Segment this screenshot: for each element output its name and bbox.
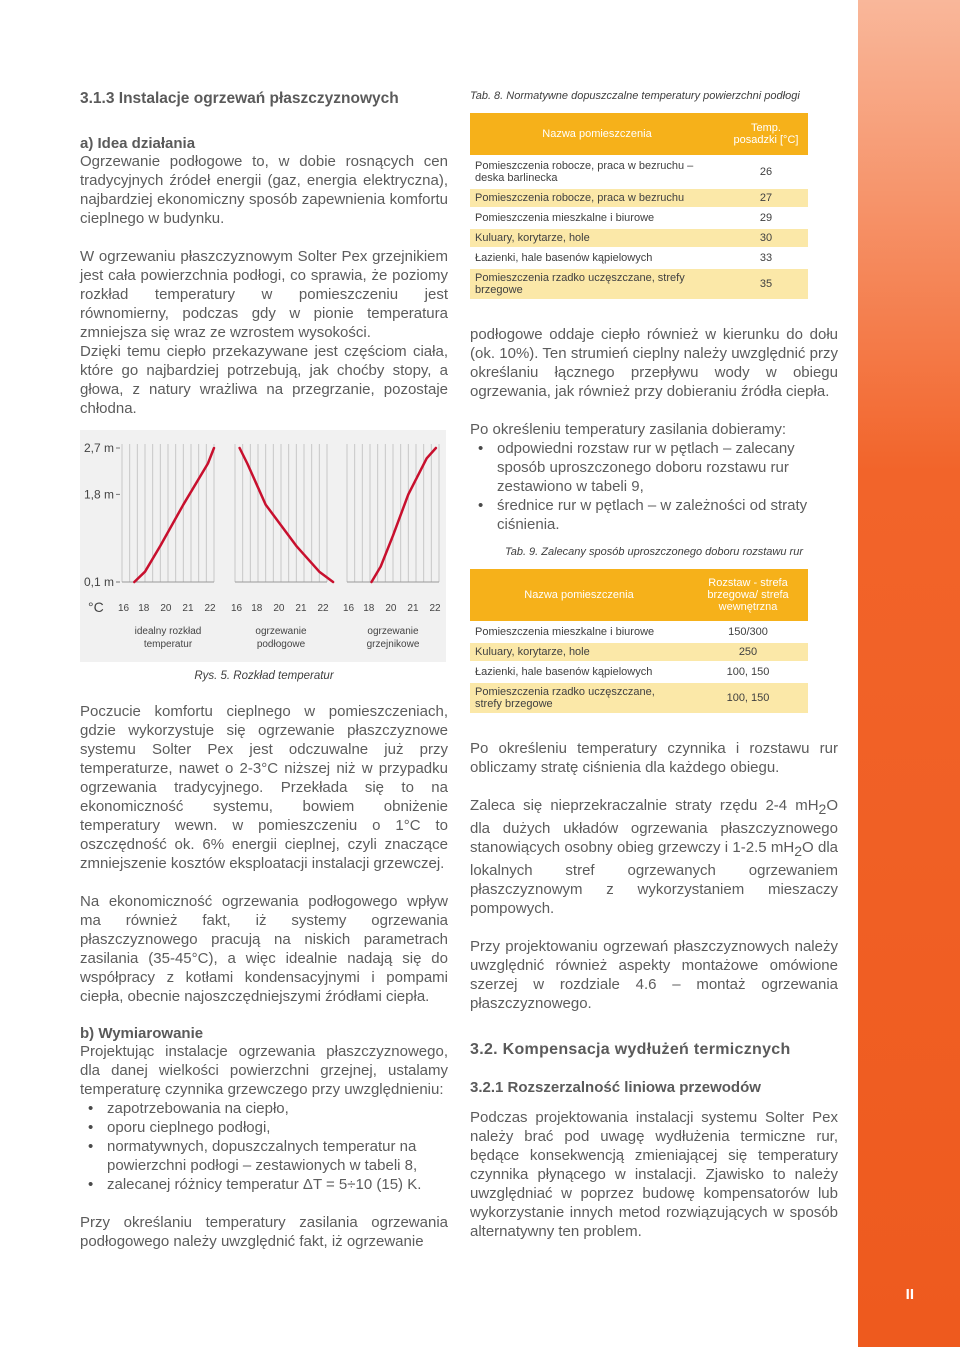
panel-label: idealny rozkład (134, 626, 202, 637)
x-tick-label: 21 (407, 603, 419, 614)
table-cell: Kuluary, korytarze, hole (470, 642, 688, 662)
table-9 (470, 569, 808, 715)
y-tick-label: 2,7 m (84, 441, 115, 455)
paragraph: Po określeniu temperatury zasilania dobieramy: (470, 421, 786, 438)
paragraph: Poczucie komfortu cieplnego w pomieszczeniach, gdzie wykorzystuje się ogrzewanie płaszczyznowe systemu Solter Pex jest odczuwalne już przy temperaturze, nawet o 2-3°C niższej niż w przypadku ogrzewania tradycyjnego. Przekłada się to na ekonomiczność systemu, bowiem obniżenie temperatury wewn. w pomieszczeniu o 1°C to oszczędność ok. 6% energii cieplnej, czyli znaczące zmniejszenie kosztów eksploatacji instalacji grzewczej. (80, 703, 448, 872)
x-tick-label: 16 (118, 603, 130, 614)
temperature-curve (372, 448, 436, 582)
table-cell: Łazienki, hale basenów kąpielowych (470, 248, 724, 268)
list-item: • oporu cieplnego podłogi, (107, 1118, 448, 1137)
x-tick-label: 18 (251, 603, 263, 614)
text-span: O dla dużych układów ogrzewania płaszczyznowego stanowiących osobny obieg grzewczy i 1-2.5 mH (470, 797, 838, 856)
y-tick-label: 0,1 m (84, 575, 115, 589)
y-tick-label: 1,8 m (84, 487, 115, 502)
table-cell: 150/300 (688, 622, 808, 642)
paragraph: podłogowe oddaje ciepło również w kierunku do dołu (ok. 10%). Ten strumień cieplny należy uwzględnić przy określaniu łącznego przepływu wody w obiegu ogrzewania, jak również przy dobieraniu źródła ciepła. (470, 326, 838, 400)
temperature-distribution-chart (80, 430, 446, 662)
paragraph: Po określeniu temperatury czynnika i rozstawu rur obliczamy stratę ciśnienia dla każdego obiegu. (470, 740, 838, 776)
subheading-b: b) Wymiarowanie (80, 1025, 204, 1042)
right-column (470, 90, 838, 1241)
section-title: 3.1.3 Instalacje ogrzewań płaszczyznowych (80, 90, 399, 107)
table-cell: Kuluary, korytarze, hole (470, 228, 724, 248)
text-span: O dla lokalnych stref ogrzewanych ogrzewaniem płaszczyznowym z wykorzystaniem mieszaczy pompowych. (470, 839, 838, 917)
section-heading: 3.2. Kompensacja wydłużeń termicznych (470, 1041, 791, 1058)
list-item: • zapotrzebowania na ciepło, (107, 1099, 448, 1118)
table-header: Rozstaw - strefa brzegowa/ strefa wewnętrzna (688, 569, 808, 622)
panel-label: podłogowe (256, 639, 306, 650)
text-span: Zaleca się nieprzekraczalnie straty rzędu 2-4 mH (470, 797, 819, 814)
x-tick-label: 20 (273, 603, 285, 614)
x-tick-label: 18 (363, 603, 375, 614)
x-tick-label: 22 (317, 603, 329, 614)
table-cell: Łazienki, hale basenów kąpielowych (470, 662, 688, 682)
chart-svg (80, 430, 446, 662)
subscript: 2 (818, 801, 827, 817)
paragraph: Ogrzewanie podłogowe to, w dobie rosnących cen tradycyjnych źródeł energii (gaz, energia elektryczna), najbardziej ekonomiczny sposób zapewnienia komfortu cieplnego w budynku. (80, 153, 448, 227)
subsection-heading: 3.2.1 Rozszerzalność liniowa przewodów (470, 1079, 761, 1096)
table-cell: 33 (724, 248, 808, 268)
table-9-caption: Tab. 9. Zalecany sposób uproszczonego doboru rozstawu rur (505, 546, 803, 558)
table-8-caption: Tab. 8. Normatywne dopuszczalne temperatury powierzchni podłogi (470, 90, 800, 102)
paragraph: Podczas projektowania instalacji systemu Solter Pex należy brać pod uwagę wydłużenia termiczne rur, będące konsekwencją zmieniającej się temperatury czynnika płynącego w instalacji. Zjawisko to należy uwzględniać w poprzez budowę kompensatorów lub wykorzystanie innych metod rozwiązujących w sposób alternatywny ten problem. (470, 1109, 838, 1240)
table-cell: 30 (724, 228, 808, 248)
table-cell: Pomieszczenia rzadko uczęszczane, strefy brzegowe (470, 268, 724, 300)
x-tick-label: 20 (160, 603, 172, 614)
table-header: Nazwa pomieszczenia (470, 569, 688, 622)
list-item: • zalecanej różnicy temperatur ΔT = 5÷10 (15) K. (107, 1175, 448, 1194)
panel-label: temperatur (143, 639, 193, 650)
table-cell: Pomieszczenia robocze, praca w bezruchu – deska barlinecka (470, 156, 724, 188)
panel-label: grzejnikowe (366, 639, 420, 650)
x-tick-label: 22 (429, 603, 441, 614)
list-item: • normatywnych, dopuszczalnych temperatur na powierzchni podłogi – zestawionych w tabeli 8, (107, 1137, 448, 1175)
table-8 (470, 113, 808, 301)
x-axis-unit: °C (88, 599, 104, 615)
subheading-a: a) Idea działania (80, 135, 196, 152)
temperature-curve (134, 448, 214, 582)
bullet-list (80, 1099, 448, 1194)
table-cell: 250 (688, 642, 808, 662)
table-cell: Pomieszczenia robocze, praca w bezruchu (470, 188, 724, 208)
paragraph: Przy określaniu temperatury zasilania ogrzewania podłogowego należy uwzględnić fakt, iż ogrzewanie (80, 1214, 448, 1250)
bullet-list (470, 439, 838, 534)
paragraph: Projektując instalacje ogrzewania płaszczyznowego, dla danej wielkości powierzchni grzejnej, ustalamy temperaturę czynnika grzewczego przy uwzględnieniu: (80, 1043, 448, 1098)
table-cell: 26 (724, 156, 808, 188)
paragraph (470, 796, 838, 918)
x-tick-label: 22 (204, 603, 216, 614)
page-number: II (905, 1286, 914, 1303)
list-item: • odpowiedni rozstaw rur w pętlach – zalecany sposób uproszczonego doboru rozstawu rur zestawiono w tabeli 9, (497, 439, 838, 496)
paragraph: Dzięki temu ciepło przekazywane jest częściom ciała, które go najbardziej potrzebują, jak choćby stopy, a głowa, z natury wrażliwa na przegrzanie, pozostaje chłodna. (80, 343, 448, 417)
panel-label: ogrzewanie (367, 626, 419, 637)
panel-label: ogrzewanie (255, 626, 307, 637)
x-tick-label: 16 (231, 603, 243, 614)
table-cell: Pomieszczenia mieszkalne i biurowe (470, 208, 724, 228)
paragraph: Przy projektowaniu ogrzewań płaszczyznowych należy uwzględnić również aspekty montażowe omówione szerzej w rozdziale 4.6 – montaż ogrzewania płaszczyznowego. (470, 938, 838, 1012)
table-cell: 100, 150 (688, 682, 808, 714)
figure-caption: Rys. 5. Rozkład temperatur (194, 670, 334, 682)
left-column (80, 90, 448, 1251)
list-item: • średnice rur w pętlach – w zależności od straty ciśnienia. (497, 496, 838, 534)
table-cell: 29 (724, 208, 808, 228)
table-cell: 35 (724, 268, 808, 300)
paragraph: Na ekonomiczność ogrzewania podłogowego wpływ ma również fakt, iż systemy ogrzewania płaszczyznowego pracują na niskich parametrach zasilania (35-45°C), a więc idealnie nadają się do współpracy z kotłami kondensacyjnymi i pompami ciepła, obecnie najoszczędniejszymi źródłami ciepła. (80, 893, 448, 1005)
table-cell: 27 (724, 188, 808, 208)
table-cell: 100, 150 (688, 662, 808, 682)
table-cell: Pomieszczenia rzadko uczęszczane, strefy brzegowe (470, 682, 688, 714)
x-tick-label: 16 (343, 603, 355, 614)
table-header: Nazwa pomieszczenia (470, 113, 724, 156)
paragraph: W ogrzewaniu płaszczyznowym Solter Pex grzejnikiem jest cała powierzchnia podłogi, co sprawia, że poziomy rozkład temperatury w pomieszczeniu jest równomierny, podczas gdy w pionie temperatura zmniejsza się wraz ze wzrostem wysokości. (80, 248, 448, 341)
x-tick-label: 18 (138, 603, 150, 614)
x-tick-label: 21 (182, 603, 194, 614)
subscript: 2 (794, 843, 803, 859)
x-tick-label: 21 (295, 603, 307, 614)
table-header: Temp. posadzki [°C] (724, 113, 808, 156)
table-cell: Pomieszczenia mieszkalne i biurowe (470, 622, 688, 642)
x-tick-label: 20 (385, 603, 397, 614)
orange-side-band (858, 0, 960, 1347)
